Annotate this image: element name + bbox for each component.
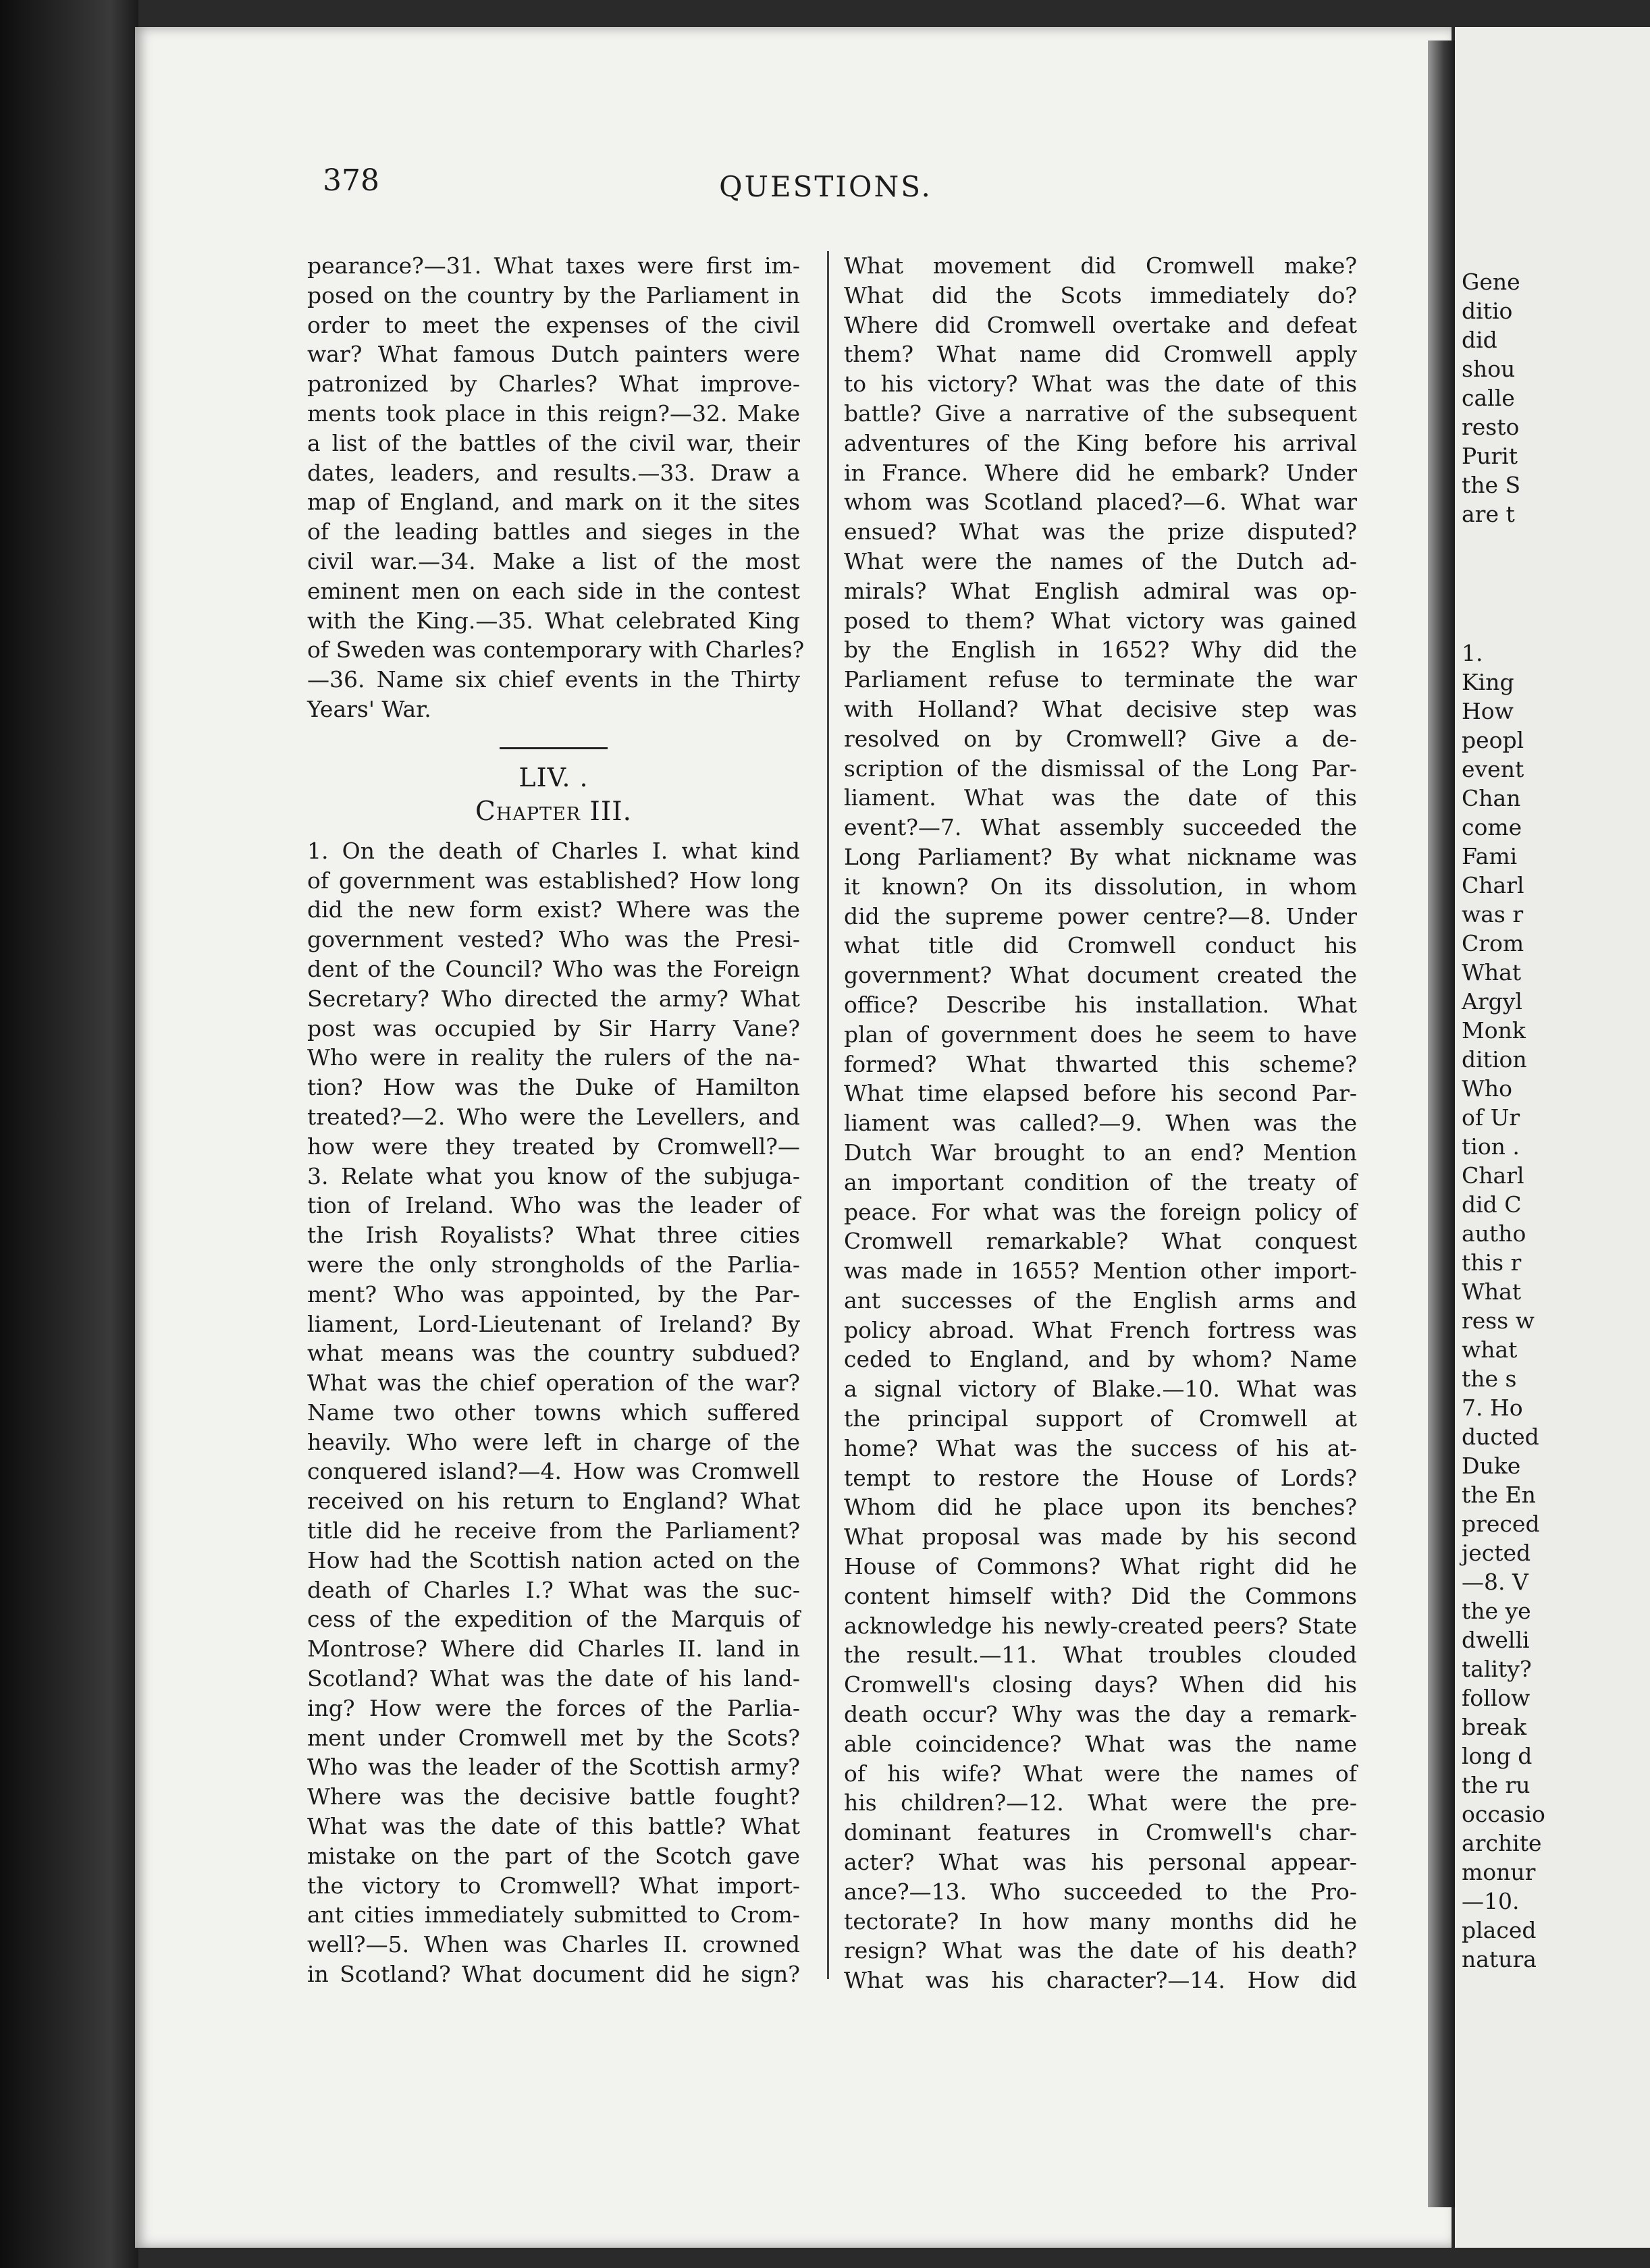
text-line: in Scotland? What document did he sign? — [307, 1961, 800, 1988]
text-line: battle? Give a narrative of the subsequent — [844, 400, 1357, 427]
facing-page-text-fragment: Fami — [1462, 843, 1518, 869]
facing-page-text-fragment: Crom — [1462, 930, 1524, 956]
text-line: What were the names of the Dutch ad- — [844, 547, 1357, 574]
facing-page-text-fragment: preced — [1462, 1511, 1540, 1537]
left-column-chapter-text — [307, 836, 800, 1989]
text-line: death of Charles I.? What was the suc- — [307, 1576, 800, 1603]
text-line: a list of the battles of the civil war, their — [307, 429, 800, 456]
text-line: ensued? What was the prize disputed? — [844, 518, 1357, 545]
text-line: were the only strongholds of the Parlia- — [307, 1251, 800, 1278]
text-line: resign? What was the date of his death? — [844, 1937, 1357, 1964]
page-header — [323, 163, 1329, 217]
text-line: it known? On its dissolution, in whom — [844, 873, 1357, 900]
facing-page-text-fragment: of Ur — [1462, 1104, 1520, 1131]
facing-page-text-fragment: follow — [1462, 1685, 1531, 1711]
facing-page-text-fragment: Gene — [1462, 269, 1520, 295]
facing-page-text-fragment: tality? — [1462, 1656, 1532, 1682]
text-line: plan of government does he seem to have — [844, 1021, 1357, 1048]
text-line: liament was called?—9. When was the — [844, 1110, 1357, 1137]
text-line: Who were in reality the rulers of the na- — [307, 1044, 800, 1071]
facing-page-text-fragment: Charl — [1462, 872, 1524, 898]
text-line: Cromwell's closing days? When did his — [844, 1671, 1357, 1698]
text-line: ment? Who was appointed, by the Par- — [307, 1280, 800, 1307]
text-line: well?—5. When was Charles II. crowned — [307, 1931, 800, 1958]
text-line: home? What was the success of his at- — [844, 1434, 1357, 1461]
text-line: Who was the leader of the Scottish army? — [307, 1754, 800, 1781]
text-line: Whom did he place upon its benches? — [844, 1494, 1357, 1521]
text-line: by the English in 1652? Why did the — [844, 637, 1357, 664]
text-line: —36. Name six chief events in the Thirty — [307, 666, 800, 693]
facing-page-text-fragment: King — [1462, 669, 1514, 695]
text-line: office? Describe his installation. What — [844, 991, 1357, 1018]
text-line: patronized by Charles? What improve- — [307, 371, 800, 398]
text-line: government? What document created the — [844, 962, 1357, 989]
facing-page-text-fragment: Who — [1462, 1075, 1513, 1102]
text-line: eminent men on each side in the contest — [307, 577, 800, 604]
text-line: scription of the dismissal of the Long Par- — [844, 755, 1357, 782]
text-line: received on his return to England? What — [307, 1488, 800, 1515]
facing-page-fragment — [1455, 27, 1650, 2248]
text-line: heavily. Who were left in charge of the — [307, 1428, 800, 1455]
text-line: peace. For what was the foreign policy of — [844, 1198, 1357, 1225]
text-line: pearance?—31. What taxes were first im- — [307, 252, 800, 279]
text-line: did the new form exist? Where was the — [307, 896, 800, 923]
text-line: What was his character?—14. How did — [844, 1967, 1357, 1994]
facing-page-text-fragment: dition — [1462, 1046, 1527, 1073]
text-line: the victory to Cromwell? What import- — [307, 1872, 800, 1899]
text-line: liament. What was the date of this — [844, 784, 1357, 811]
text-line: was made in 1655? Mention other import- — [844, 1258, 1357, 1285]
text-line: order to meet the expenses of the civil — [307, 311, 800, 338]
facing-page-text-fragment: —8. V — [1462, 1569, 1528, 1595]
facing-page-text-fragment: the S — [1462, 472, 1521, 498]
text-line: the Irish Royalists? What three cities — [307, 1222, 800, 1249]
facing-page-text-fragment: break — [1462, 1714, 1527, 1740]
text-line: whom was Scotland placed?—6. What war — [844, 489, 1357, 516]
facing-page-text-fragment: autho — [1462, 1220, 1526, 1247]
text-line: ceded to England, and by whom? Name — [844, 1346, 1357, 1373]
text-line: ing? How were the forces of the Parlia- — [307, 1694, 800, 1721]
facing-page-text-fragment: calle — [1462, 385, 1515, 411]
text-line: treated?—2. Who were the Levellers, and — [307, 1103, 800, 1130]
text-line: an important condition of the treaty of — [844, 1168, 1357, 1195]
text-line: of government was established? How long — [307, 867, 800, 894]
text-line: content himself with? Did the Commons — [844, 1582, 1357, 1609]
text-line: to his victory? What was the date of this — [844, 371, 1357, 398]
facing-page-text-fragment: placed — [1462, 1917, 1537, 1943]
text-line: post was occupied by Sir Harry Vane? — [307, 1015, 800, 1042]
column-rule — [827, 251, 829, 1979]
text-line: with Holland? What decisive step was — [844, 695, 1357, 722]
facing-page-text-fragment: Chan — [1462, 785, 1521, 811]
text-line: What proposal was made by his second — [844, 1523, 1357, 1550]
facing-page-text-fragment: what — [1462, 1336, 1518, 1363]
facing-page-text-fragment: 7. Ho — [1462, 1395, 1523, 1421]
scan-background-left — [0, 0, 138, 2268]
facing-page-text-fragment: Charl — [1462, 1162, 1524, 1189]
facing-page-text-fragment: How — [1462, 698, 1514, 724]
text-line: Parliament refuse to terminate the war — [844, 666, 1357, 693]
facing-page-text-fragment: natura — [1462, 1946, 1537, 1972]
right-column-text — [844, 251, 1357, 1995]
text-line: the result.—11. What troubles clouded — [844, 1642, 1357, 1669]
text-line: tempt to restore the House of Lords? — [844, 1464, 1357, 1491]
facing-page-text-fragment: Duke — [1462, 1453, 1521, 1479]
text-line: of the leading battles and sieges in the — [307, 518, 800, 545]
facing-page-text-fragment: occasio — [1462, 1801, 1545, 1827]
text-line: What movement did Cromwell make? — [844, 252, 1357, 279]
facing-page-text-fragment: ducted — [1462, 1424, 1539, 1450]
facing-page-text-fragment: event — [1462, 756, 1524, 782]
text-line: policy abroad. What French fortress was — [844, 1316, 1357, 1343]
text-line: Where was the decisive battle fought? — [307, 1783, 800, 1810]
text-line: of his wife? What were the names of — [844, 1760, 1357, 1787]
text-line: adventures of the King before his arrival — [844, 429, 1357, 456]
facing-page-text-fragment: What — [1462, 959, 1522, 986]
facing-page-text-fragment: What — [1462, 1278, 1522, 1305]
facing-page-text-fragment: come — [1462, 814, 1522, 840]
text-line: Where did Cromwell overtake and defeat — [844, 311, 1357, 338]
facing-page-text-fragment: —10. — [1462, 1888, 1520, 1914]
text-line: 3. Relate what you know of the subjuga- — [307, 1162, 800, 1189]
text-line: map of England, and mark on it the sites — [307, 489, 800, 516]
text-line: Long Parliament? By what nickname was — [844, 843, 1357, 870]
running-head: QUESTIONS. — [719, 170, 932, 203]
text-line: Secretary? Who directed the army? What — [307, 985, 800, 1012]
text-line: tectorate? In how many months did he — [844, 1908, 1357, 1935]
text-line: of Sweden was contemporary with Charles? — [307, 637, 805, 664]
text-line: 1. On the death of Charles I. what kind — [307, 837, 800, 864]
text-line: war? What famous Dutch painters were — [307, 341, 800, 368]
facing-page-text-fragment: Monk — [1462, 1017, 1526, 1044]
text-line: House of Commons? What right did he — [844, 1553, 1357, 1580]
text-line: dates, leaders, and results.—33. Draw a — [307, 459, 800, 486]
text-line: government vested? Who was the Presi- — [307, 926, 800, 953]
facing-page-text-fragment: Argyl — [1462, 988, 1522, 1015]
facing-page-text-fragment: are t — [1462, 501, 1515, 527]
text-line: ance?—13. Who succeeded to the Pro- — [844, 1878, 1357, 1905]
facing-page-text-fragment: long d — [1462, 1743, 1533, 1769]
facing-page-text-fragment: was r — [1462, 901, 1524, 927]
text-line: formed? What thwarted this scheme? — [844, 1050, 1357, 1077]
left-column-top-text — [307, 251, 805, 724]
text-line: them? What name did Cromwell apply — [844, 341, 1357, 368]
text-line: Name two other towns which suffered — [307, 1399, 800, 1426]
text-line: mistake on the part of the Scotch gave — [307, 1842, 800, 1869]
facing-page-text-fragment: did — [1462, 327, 1497, 353]
text-line: posed to them? What victory was gained — [844, 607, 1357, 634]
text-line: posed on the country by the Parliament in — [307, 281, 800, 308]
text-line: What time elapsed before his second Par- — [844, 1080, 1357, 1107]
facing-page-text-fragment: 1. — [1462, 640, 1483, 666]
facing-page-text-fragment: the En — [1462, 1482, 1536, 1508]
right-column — [844, 251, 1357, 1995]
facing-page-text-fragment: monur — [1462, 1859, 1536, 1885]
facing-page-text-fragment: jected — [1462, 1540, 1531, 1566]
text-line: How had the Scottish nation acted on the — [307, 1546, 800, 1573]
facing-page-text-fragment: Purit — [1462, 443, 1518, 469]
text-line: ant cities immediately submitted to Crom- — [307, 1901, 800, 1928]
text-line: did the supreme power centre?—8. Under — [844, 902, 1357, 929]
facing-page-text-fragment: dwelli — [1462, 1627, 1530, 1653]
facing-page-text-fragment: archite — [1462, 1830, 1542, 1856]
facing-page-text-fragment: did C — [1462, 1191, 1522, 1218]
page-number: 378 — [323, 163, 379, 198]
text-line: a signal victory of Blake.—10. What was — [844, 1376, 1357, 1403]
text-line: event?—7. What assembly succeeded the — [844, 814, 1357, 841]
text-line: his children?—12. What were the pre- — [844, 1789, 1357, 1816]
facing-page-text-fragment: the ru — [1462, 1772, 1531, 1798]
text-line: title did he receive from the Parliament? — [307, 1517, 800, 1544]
facing-page-text-fragment: shou — [1462, 356, 1516, 382]
text-line: Cromwell remarkable? What conquest — [844, 1228, 1357, 1255]
book-gutter — [1428, 40, 1455, 2207]
section-divider — [500, 747, 608, 749]
text-line: able coincidence? What was the name — [844, 1730, 1357, 1757]
text-line: civil war.—34. Make a list of the most — [307, 547, 800, 574]
text-line: how were they treated by Cromwell?— — [307, 1133, 800, 1160]
text-line: dent of the Council? Who was the Foreign — [307, 955, 800, 982]
text-line: resolved on by Cromwell? Give a de- — [844, 725, 1357, 752]
text-line: acter? What was his personal appear- — [844, 1849, 1357, 1876]
text-line: what title did Cromwell conduct his — [844, 932, 1357, 959]
text-line: the principal support of Cromwell at — [844, 1405, 1357, 1432]
left-column — [307, 251, 805, 1989]
facing-page-text-fragment: peopl — [1462, 727, 1524, 753]
text-line: What was the chief operation of the war? — [307, 1370, 800, 1397]
text-line: dominant features in Cromwell's char- — [844, 1819, 1357, 1846]
text-line: death occur? Why was the day a remark- — [844, 1701, 1357, 1728]
text-line: cess of the expedition of the Marquis of — [307, 1606, 800, 1633]
text-line: tion? How was the Duke of Hamilton — [307, 1074, 800, 1101]
facing-page-text-fragment: ress w — [1462, 1307, 1535, 1334]
text-line: conquered island?—4. How was Cromwell — [307, 1458, 800, 1485]
text-line: ment under Cromwell met by the Scots? — [307, 1724, 800, 1751]
chapter-heading: Chapter III. — [475, 796, 633, 827]
text-line: ant successes of the English arms and — [844, 1287, 1357, 1314]
facing-page-text-fragment: the s — [1462, 1366, 1517, 1392]
text-line: ments took place in this reign?—32. Make — [307, 400, 800, 427]
facing-page-text-fragment: the ye — [1462, 1598, 1531, 1624]
text-line: with the King.—35. What celebrated King — [307, 607, 800, 634]
text-line: What did the Scots immediately do? — [844, 281, 1357, 308]
text-line: what means was the country subdued? — [307, 1340, 800, 1367]
text-line: in France. Where did he embark? Under — [844, 459, 1357, 486]
facing-page-text-fragment: this r — [1462, 1249, 1522, 1276]
text-line: Dutch War brought to an end? Mention — [844, 1139, 1357, 1166]
text-line: tion of Ireland. Who was the leader of — [307, 1192, 800, 1219]
text-line: liament, Lord-Lieutenant of Ireland? By — [307, 1310, 800, 1337]
section-number: LIV. . — [518, 762, 589, 792]
text-line: mirals? What English admiral was op- — [844, 577, 1357, 604]
text-line: Years' War. — [307, 695, 431, 722]
facing-page-text-fragment: tion . — [1462, 1133, 1520, 1160]
text-line: Scotland? What was the date of his land- — [307, 1665, 800, 1692]
text-line: What was the date of this battle? What — [307, 1813, 800, 1840]
text-line: acknowledge his newly-created peers? State — [844, 1612, 1357, 1639]
facing-page-text-fragment: ditio — [1462, 298, 1513, 324]
facing-page-text-fragment: resto — [1462, 414, 1520, 440]
text-line: Montrose? Where did Charles II. land in — [307, 1636, 800, 1663]
